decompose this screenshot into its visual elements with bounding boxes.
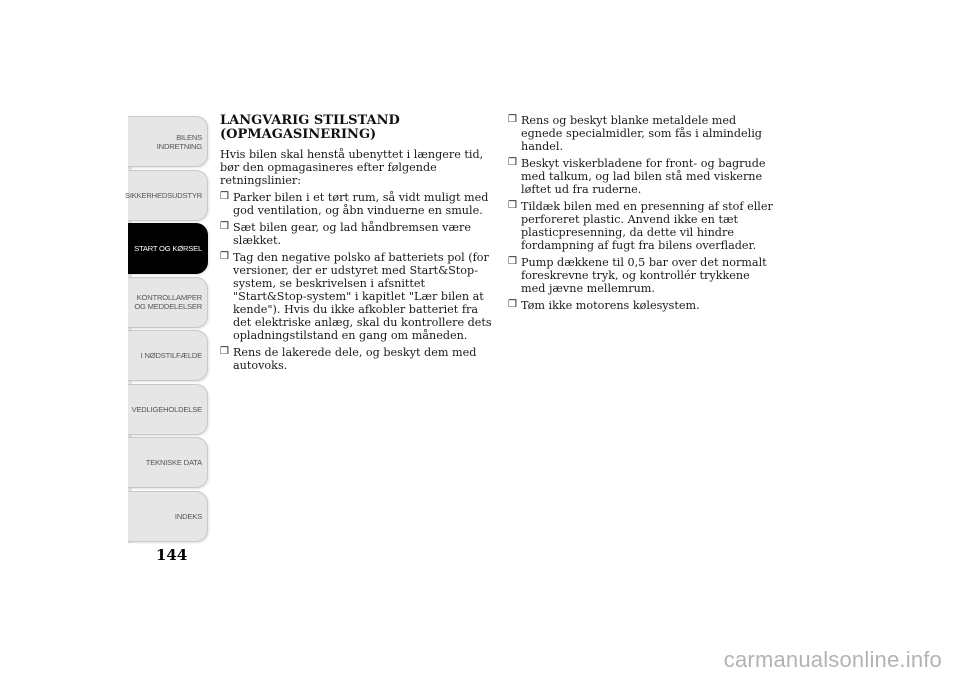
right-checklist xyxy=(508,114,776,312)
list-item xyxy=(220,191,492,217)
list-item xyxy=(508,114,776,153)
checkbox-bullet-icon: ❒ xyxy=(220,346,229,357)
tab-indeks[interactable]: INDEKS xyxy=(128,491,208,542)
list-item-text: Tag den negative polsko af batteriets pol (for versioner, der er udstyret med Start&Stop-system, se beskrivelsen i afsnittet "Start&Stop-system" i kapitlet "Lær bilen at kende"). Hvis du ikke afkobler batteriet fra det elektriske anlæg, skal du kontrollere dets opladningstilstand en gang om måneden. xyxy=(233,251,492,342)
left-checklist xyxy=(220,191,492,372)
right-column xyxy=(508,114,776,316)
list-item-text: Pump dækkene til 0,5 bar over det normalt foreskrevne tryk, og kontrollér trykkene med jævne mellemrum. xyxy=(521,256,767,295)
list-item-text: Sæt bilen gear, og lad håndbremsen være slækket. xyxy=(233,221,471,247)
tab-sikkerhedsudstyr[interactable]: SIKKERHEDSUDSTYR xyxy=(128,170,208,221)
list-item-text: Tildæk bilen med en presenning af stof eller perforeret plastic. Anvend ikke en tæt plasticpresenning, da dette vil hindre fordampning af fugt fra bilens overflader. xyxy=(521,200,773,252)
tab-bilens-indretning[interactable]: BILENS INDRETNING xyxy=(128,116,208,167)
tab-i-nodstilfaelde[interactable]: I NØDSTILFÆLDE xyxy=(128,330,208,381)
tab-kontrollamper[interactable]: KONTROLLAMPER OG MEDDELELSER xyxy=(128,277,208,328)
left-column xyxy=(220,114,492,376)
checkbox-bullet-icon: ❒ xyxy=(220,251,229,262)
list-item-text: Tøm ikke motorens kølesystem. xyxy=(521,299,700,312)
list-item xyxy=(508,200,776,252)
checkbox-bullet-icon: ❒ xyxy=(508,200,517,211)
checkbox-bullet-icon: ❒ xyxy=(220,221,229,232)
intro-paragraph: Hvis bilen skal henstå ubenyttet i længere tid, bør den opmagasineres efter følgende retningslinier: xyxy=(220,148,484,187)
page-number: 144 xyxy=(156,546,188,564)
tab-tekniske-data[interactable]: TEKNISKE DATA xyxy=(128,437,208,488)
section-heading: LANGVARIG STILSTAND (OPMAGASINERING) xyxy=(220,113,400,142)
list-item-text: Parker bilen i et tørt rum, så vidt muligt med god ventilation, og åbn vinduerne en smule. xyxy=(233,191,489,217)
list-item-text: Rens og beskyt blanke metaldele med egnede specialmidler, som fås i almindelig handel. xyxy=(521,114,762,153)
checkbox-bullet-icon: ❒ xyxy=(508,256,517,267)
tab-start-og-korsel[interactable]: START OG KØRSEL xyxy=(128,223,208,274)
tab-vedligeholdelse[interactable]: VEDLIGEHOLDELSE xyxy=(128,384,208,435)
list-item-text: Rens de lakerede dele, og beskyt dem med autovoks. xyxy=(233,346,477,372)
list-item-text: Beskyt viskerbladene for front- og bagrude med talkum, og lad bilen stå med viskerne løftet ud fra ruderne. xyxy=(521,157,766,196)
watermark-text: carmanualsonline.info xyxy=(723,647,942,672)
list-item xyxy=(220,251,492,342)
list-item xyxy=(508,299,776,312)
list-item xyxy=(220,221,492,247)
list-item xyxy=(508,256,776,295)
checkbox-bullet-icon: ❒ xyxy=(508,114,517,125)
checkbox-bullet-icon: ❒ xyxy=(220,191,229,202)
checkbox-bullet-icon: ❒ xyxy=(508,299,517,310)
list-item xyxy=(220,346,492,372)
checkbox-bullet-icon: ❒ xyxy=(508,157,517,168)
list-item xyxy=(508,157,776,196)
